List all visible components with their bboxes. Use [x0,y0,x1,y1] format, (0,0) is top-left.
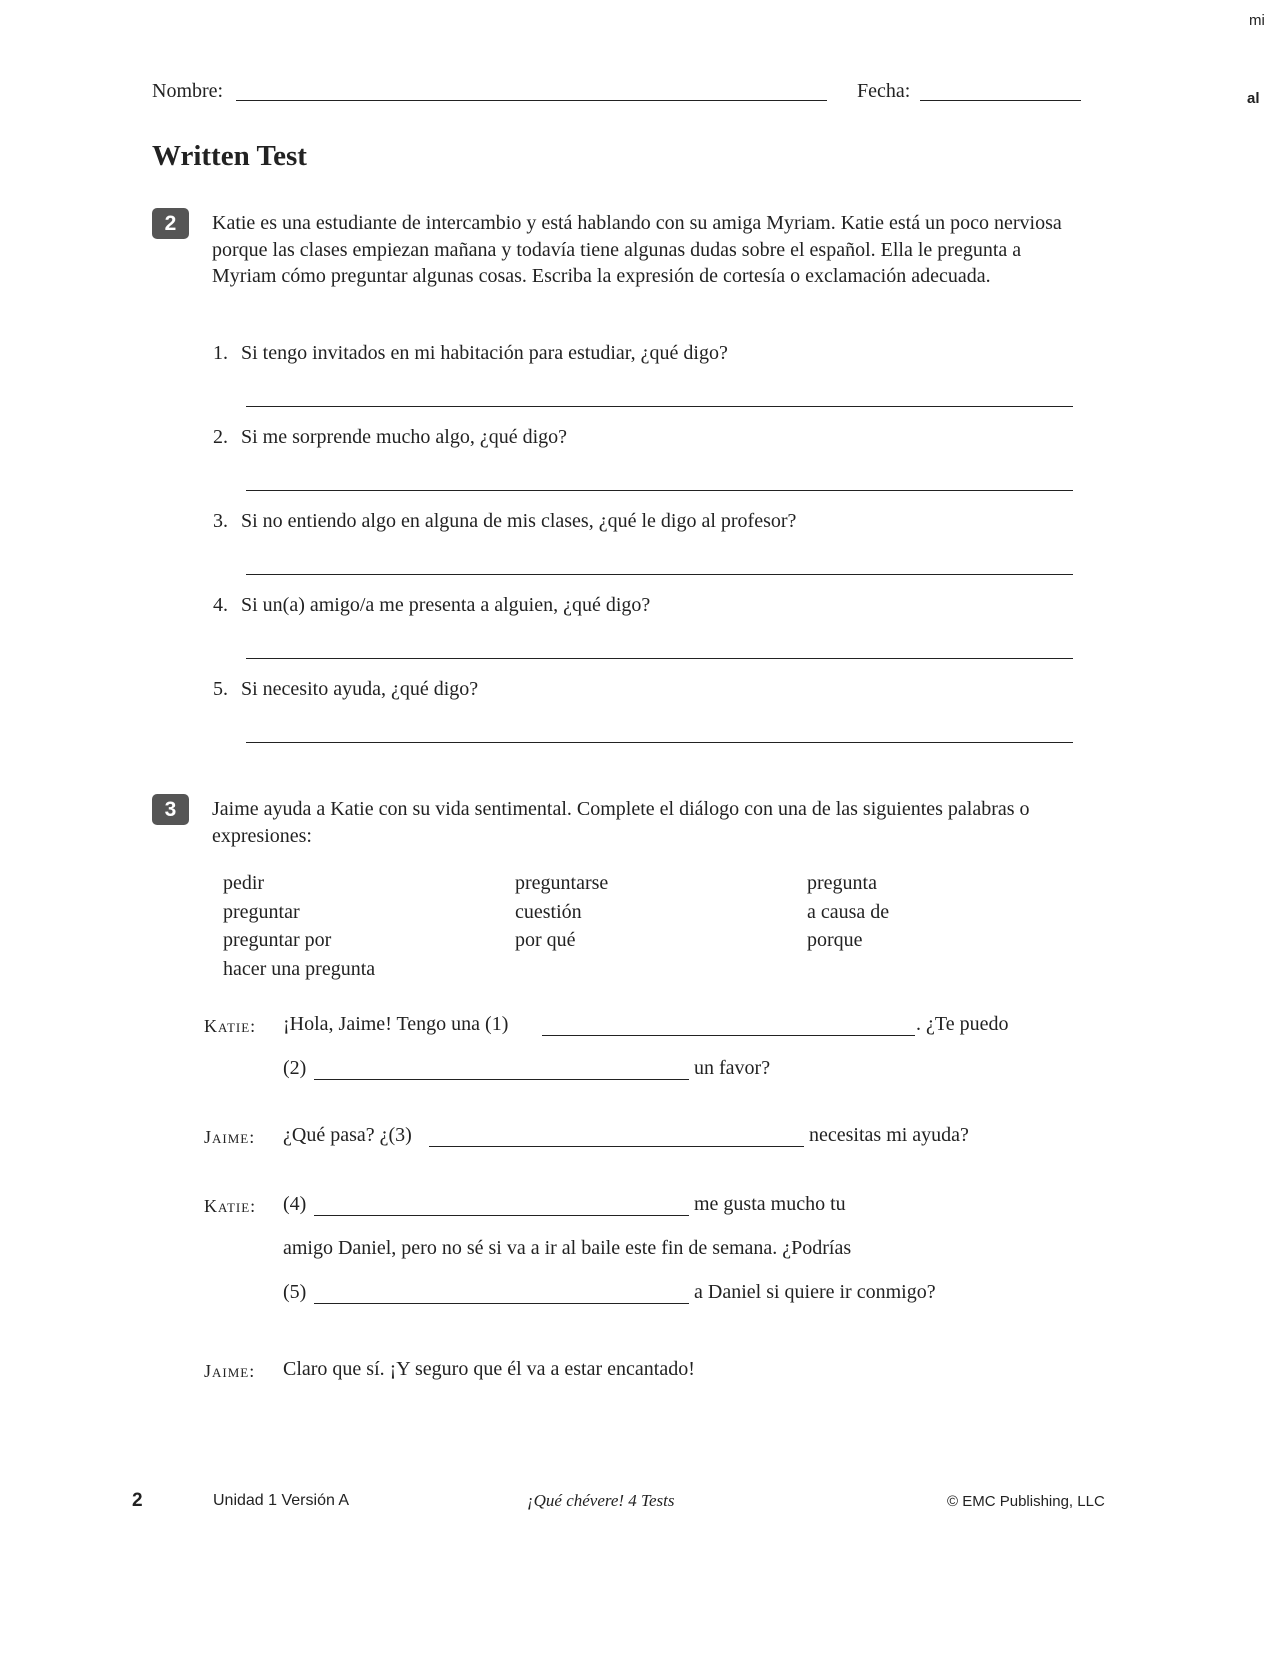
page-title: Written Test [152,140,307,172]
section-badge: 3 [152,794,189,825]
dialogue-text: . ¿Te puedo [916,1013,1009,1035]
word-bank-item: porque [807,929,863,951]
page-number: 2 [132,1490,143,1511]
margin-fragment: mi [1249,12,1265,29]
blank-5[interactable] [314,1303,689,1304]
name-label: Nombre: [152,80,224,102]
dialogue-text: ¡Hola, Jaime! Tengo una (1) [283,1013,509,1035]
dialogue-text: (2) [283,1057,307,1079]
footer-unit: Unidad 1 Versión A [213,1492,350,1509]
speaker-jaime: Jaime: [204,1361,256,1381]
dialogue-text: necesitas mi ayuda? [809,1124,969,1146]
question-text: Si necesito ayuda, ¿qué digo? [241,678,479,700]
dialogue-text: un favor? [694,1057,771,1079]
name-field[interactable] [236,100,827,101]
word-bank-item: por qué [515,929,576,951]
word-bank-item: pedir [223,872,265,894]
speaker-katie: Katie: [204,1016,257,1036]
section-3-instructions: Jaime ayuda a Katie con su vida sentimental. Complete el diálogo con una de las siguientes palabras o expresiones: [212,798,1030,847]
speaker-jaime: Jaime: [204,1127,256,1147]
question-number: 3. [213,510,228,532]
word-bank-item: a causa de [807,900,890,923]
blank-2[interactable] [314,1079,689,1080]
dialogue-text: (4) [283,1193,307,1215]
answer-line[interactable] [246,658,1073,659]
answer-line[interactable] [246,490,1073,491]
date-label: Fecha: [857,80,911,102]
question-number: 4. [213,594,228,616]
word-bank-item: hacer una pregunta [223,957,376,980]
dialogue-text: a Daniel si quiere ir conmigo? [694,1281,936,1303]
section-2-instructions: Katie es una estudiante de intercambio y está hablando con su amiga Myriam. Katie está un poco nerviosa porque las clases empiezan mañana y todavía tiene algunas dudas sobre el español. Ella le pregunta a Myriam cómo preguntar algunas cosas. Escriba la expresión de cortesía o exclamación adecuada. [212,212,1062,288]
blank-4[interactable] [314,1215,689,1216]
word-bank-item: cuestión [515,900,582,923]
blank-3[interactable] [429,1146,804,1147]
question-text: Si me sorprende mucho algo, ¿qué digo? [241,426,568,448]
footer-copyright: © EMC Publishing, LLC [947,1493,1105,1510]
margin-fragment: al [1247,90,1260,107]
question-text: Si no entiendo algo en alguna de mis clases, ¿qué le digo al profesor? [241,510,797,532]
speaker-katie: Katie: [204,1196,257,1216]
question-number: 1. [213,342,228,364]
question-number: 2. [213,426,228,448]
dialogue-text: amigo Daniel, pero no sé si va a ir al baile este fin de semana. ¿Podrías [283,1237,852,1259]
word-bank-item: preguntar [223,900,300,923]
answer-line[interactable] [246,406,1073,407]
footer-book: ¡Qué chévere! 4 Tests [527,1491,675,1510]
dialogue-text: (5) [283,1281,307,1303]
question-text: Si tengo invitados en mi habitación para estudiar, ¿qué digo? [241,342,728,364]
question-text: Si un(a) amigo/a me presenta a alguien, ¿qué digo? [241,594,651,616]
dialogue-text: Claro que sí. ¡Y seguro que él va a estar encantado! [283,1358,695,1380]
date-field[interactable] [920,100,1081,101]
word-bank-item: pregunta [807,872,877,894]
question-number: 5. [213,678,228,700]
section-badge: 2 [152,208,189,239]
answer-line[interactable] [246,574,1073,575]
answer-line[interactable] [246,742,1073,743]
dialogue-text: me gusta mucho tu [694,1193,846,1215]
blank-1[interactable] [542,1035,915,1036]
dialogue-text: ¿Qué pasa? ¿(3) [283,1124,412,1146]
word-bank-item: preguntarse [515,872,609,894]
word-bank-item: preguntar por [223,929,332,951]
